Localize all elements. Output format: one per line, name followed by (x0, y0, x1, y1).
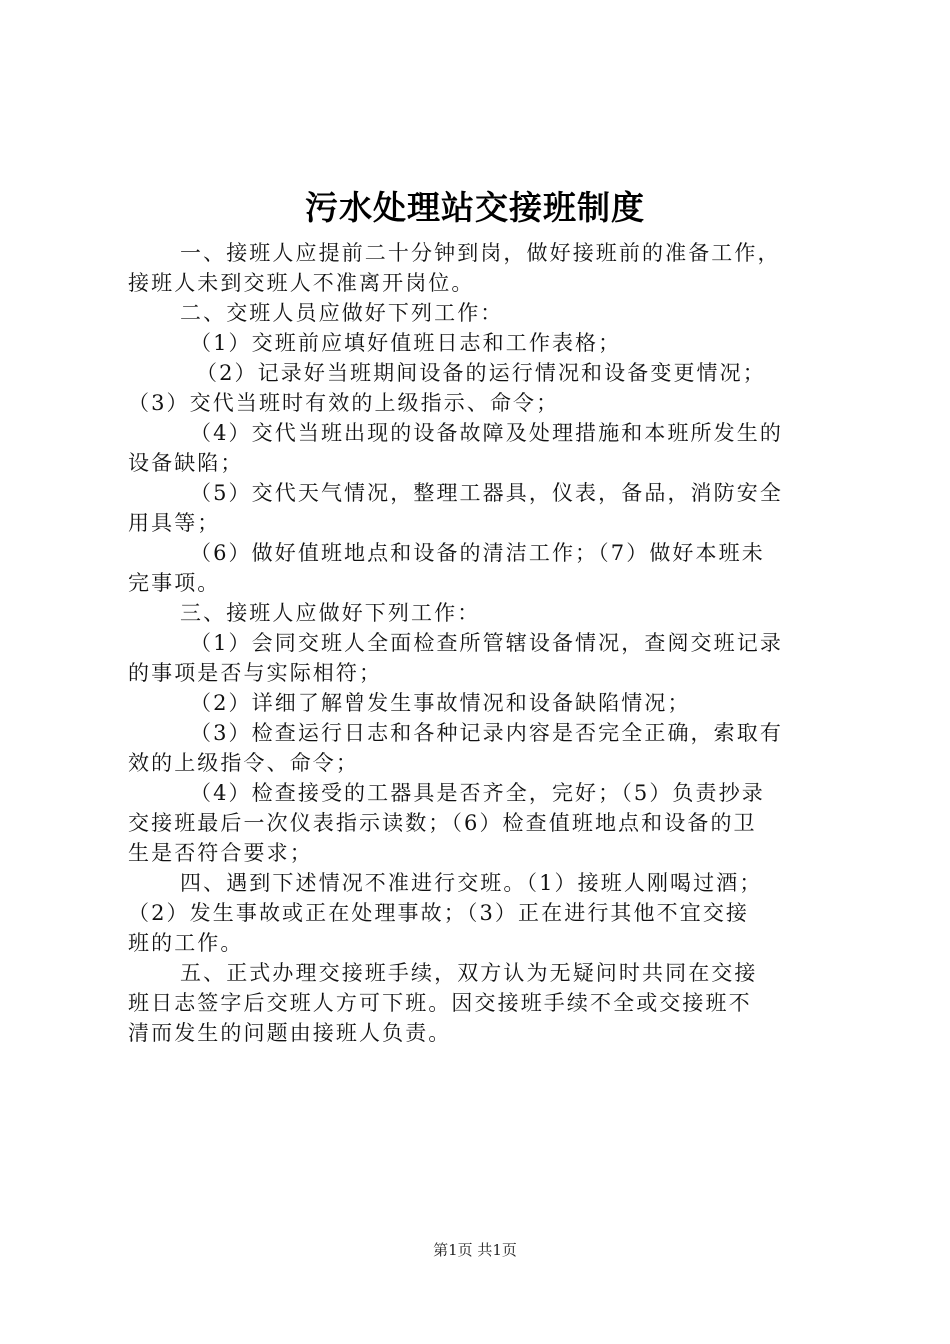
paragraph-line: 五、正式办理交接班手续，双方认为无疑问时共同在交接 (180, 961, 758, 985)
paragraph-line: （3）交代当班时有效的上级指示、命令； (128, 391, 560, 415)
paragraph-line: （2）记录好当班期间设备的运行情况和设备变更情况； (196, 361, 766, 385)
paragraph-line: （4）检查接受的工器具是否齐全，完好；（5）负责抄录 (190, 781, 765, 805)
paragraph-line: 二、交班人员应做好下列工作： (180, 301, 504, 325)
paragraph-line: 生是否符合要求； (128, 841, 313, 865)
paragraph-line: （5）交代天气情况，整理工器具，仪表，备品，消防安全 (190, 481, 783, 505)
document-body (128, 238, 838, 1048)
paragraph-line: 交接班最后一次仪表指示读数；（6）检查值班地点和设备的卫 (128, 811, 757, 835)
paragraph-line: 用具等； (128, 511, 221, 535)
document-title: 污水处理站交接班制度 (305, 188, 645, 227)
paragraph-line: （3）检查运行日志和各种记录内容是否完全正确，索取有 (190, 721, 783, 745)
paragraph-line: 三、接班人应做好下列工作： (180, 601, 481, 625)
paragraph-line: （4）交代当班出现的设备故障及处理措施和本班所发生的 (190, 421, 783, 445)
paragraph-line: （1）交班前应填好值班日志和工作表格； (190, 331, 622, 355)
paragraph-line: 的事项是否与实际相符； (128, 661, 383, 685)
paragraph-line: 清而发生的问题由接班人负责。 (128, 1021, 452, 1045)
paragraph-line: （6）做好值班地点和设备的清洁工作；（7）做好本班未 (190, 541, 765, 565)
paragraph-line: （1）会同交班人全面检查所管辖设备情况，查阅交班记录 (190, 631, 783, 655)
paragraph-line: 班的工作。 (128, 931, 244, 955)
paragraph-line: 效的上级指令、命令； (128, 751, 359, 775)
paragraph-line: 四、遇到下述情况不准进行交班。（1）接班人刚喝过酒； (180, 871, 763, 895)
paragraph-line: （2）详细了解曾发生事故情况和设备缺陷情况； (190, 691, 691, 715)
page-number-footer: 第1页 共1页 (433, 1241, 517, 1259)
paragraph-line: （2）发生事故或正在处理事故；（3）正在进行其他不宜交接 (128, 901, 750, 925)
paragraph-line: 完事项。 (128, 571, 221, 595)
paragraph-line: 班日志签字后交班人方可下班。因交接班手续不全或交接班不 (128, 991, 752, 1015)
paragraph-line: 接班人未到交班人不准离开岗位。 (128, 271, 475, 295)
paragraph-line: 一、接班人应提前二十分钟到岗，做好接班前的准备工作， (180, 241, 781, 265)
paragraph-line: 设备缺陷； (128, 451, 244, 475)
